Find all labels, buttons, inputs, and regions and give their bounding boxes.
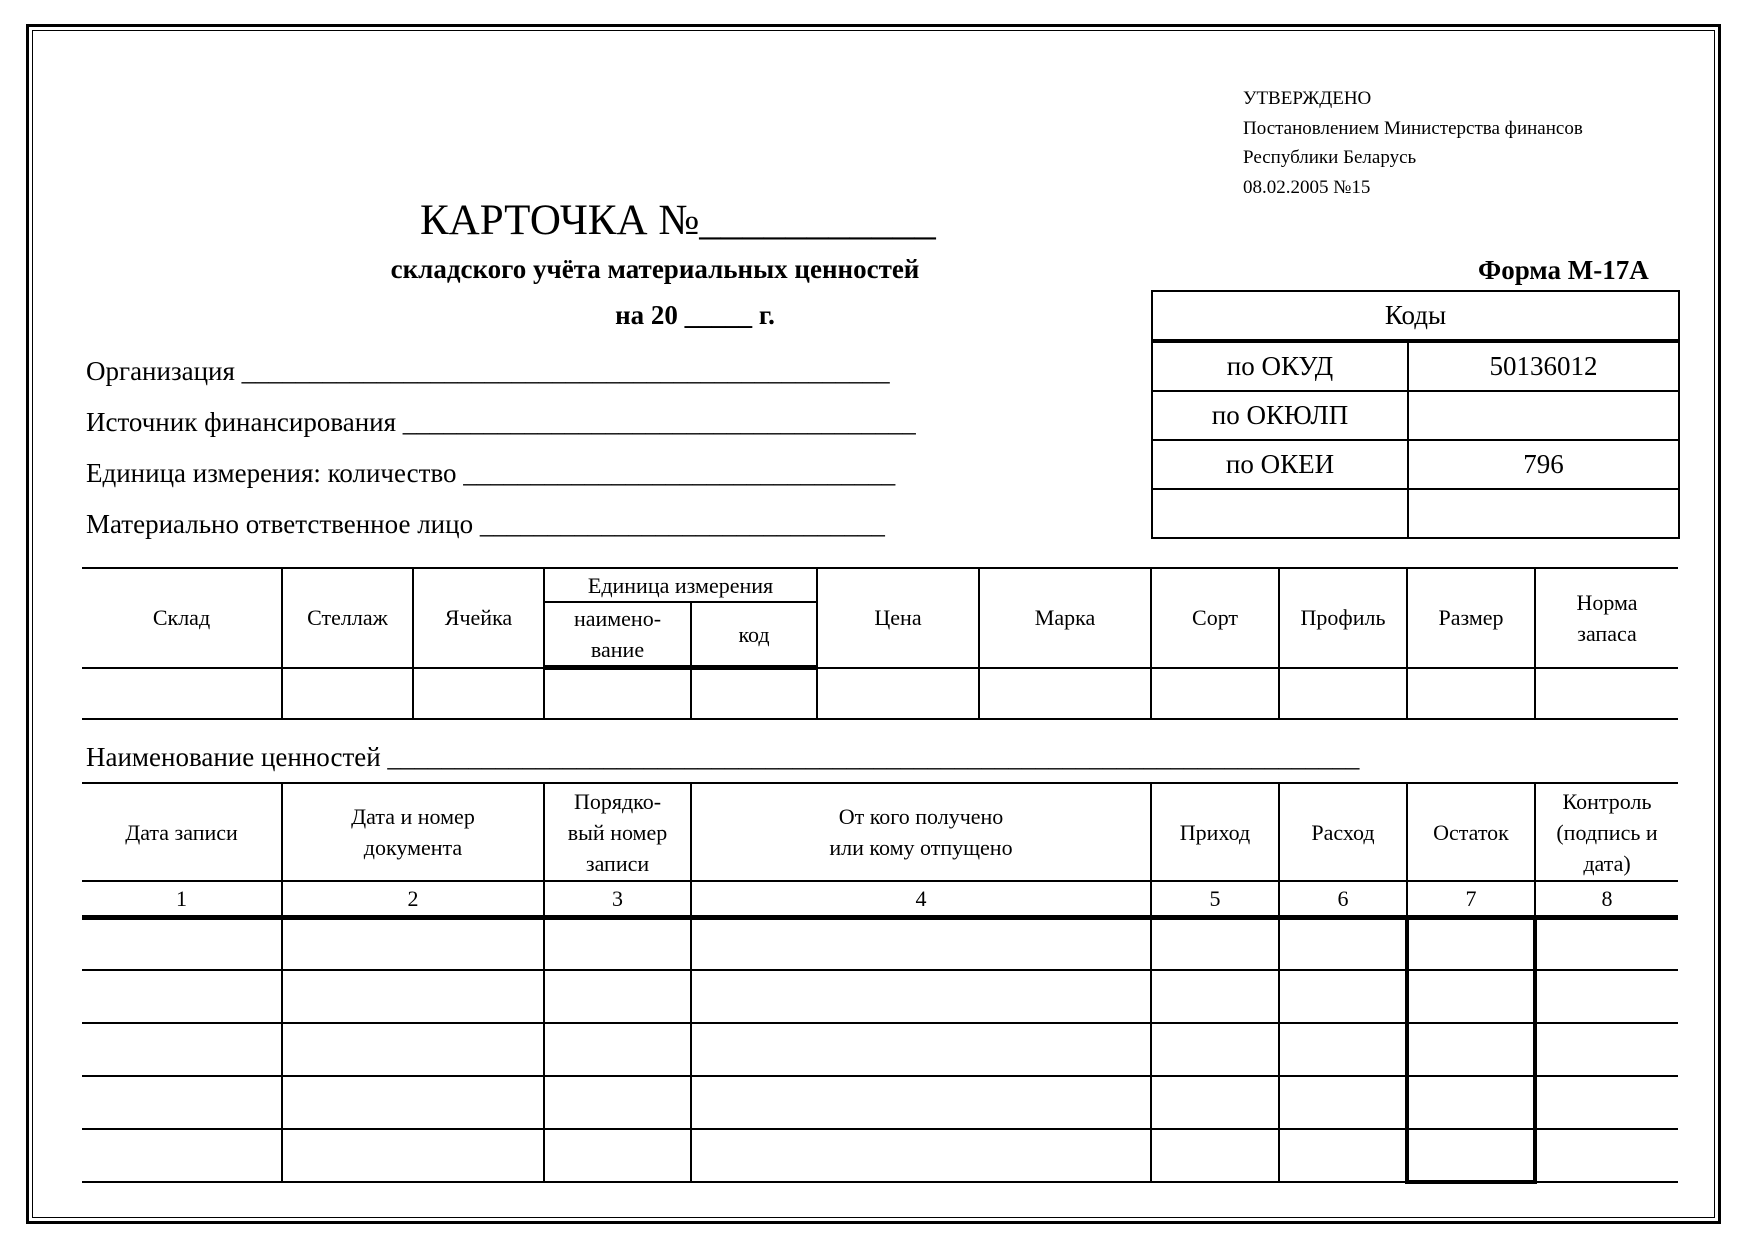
cell-expense[interactable]	[1279, 970, 1407, 1023]
cell-expense[interactable]	[1279, 917, 1407, 970]
code-value-empty[interactable]	[1408, 489, 1679, 538]
stock-norm-line-2: запаса	[1577, 620, 1637, 646]
header-stock-norm	[1535, 568, 1678, 668]
cell-counterparty[interactable]	[691, 917, 1151, 970]
cell-balance[interactable]	[1407, 970, 1535, 1023]
column-number-3: 3	[544, 881, 691, 917]
cell-counterparty[interactable]	[691, 970, 1151, 1023]
header-price: Цена	[817, 568, 979, 668]
cell-record-number[interactable]	[544, 1023, 691, 1076]
cell-document[interactable]	[282, 970, 544, 1023]
cell-size[interactable]	[1407, 668, 1535, 719]
header-size: Размер	[1407, 568, 1535, 668]
responsible-person-field[interactable]: Материально ответственное лицо ______________________________	[86, 509, 885, 539]
cell-income[interactable]	[1151, 1129, 1279, 1182]
cell-document[interactable]	[282, 1076, 544, 1129]
table-row	[82, 970, 1678, 1023]
column-number-8: 8	[1535, 881, 1678, 917]
header-profile: Профиль	[1279, 568, 1407, 668]
column-number-5: 5	[1151, 881, 1279, 917]
header-yacheyka: Ячейка	[413, 568, 544, 668]
cell-document[interactable]	[282, 917, 544, 970]
cell-control[interactable]	[1535, 970, 1678, 1023]
control-line-2: (подпись и	[1556, 819, 1658, 845]
cell-record-number[interactable]	[544, 1129, 691, 1182]
header-counterparty	[691, 783, 1151, 881]
valuables-name-field[interactable]: Наименование ценностей ________________________________________________________________________	[86, 742, 1360, 772]
unit-name-line-2: вание	[590, 637, 645, 662]
cell-record-date[interactable]	[82, 1076, 282, 1129]
card-subtitle: складского учёта материальных ценностей	[390, 254, 920, 284]
header-unit-group: Единица измерения	[544, 568, 817, 602]
cell-yacheyka[interactable]	[413, 668, 544, 719]
column-number-7: 7	[1407, 881, 1535, 917]
cell-control[interactable]	[1535, 1023, 1678, 1076]
cell-unit-name[interactable]	[544, 668, 691, 719]
code-value-okyulp[interactable]	[1408, 391, 1679, 440]
header-control	[1535, 783, 1678, 881]
header-grade: Сорт	[1151, 568, 1279, 668]
code-label-okud: по ОКУД	[1152, 341, 1408, 391]
cell-record-number[interactable]	[544, 970, 691, 1023]
cell-counterparty[interactable]	[691, 1023, 1151, 1076]
cell-income[interactable]	[1151, 1023, 1279, 1076]
funding-source-field[interactable]: Источник финансирования ______________________________________	[86, 407, 916, 437]
cell-counterparty[interactable]	[691, 1076, 1151, 1129]
header-brand: Марка	[979, 568, 1151, 668]
unit-name-line-1: наимено-	[573, 606, 662, 631]
approval-line-2: Постановлением Министерства финансов	[1243, 117, 1583, 139]
code-value-okud[interactable]: 50136012	[1408, 341, 1679, 391]
year-line: на 20 _____ г.	[615, 300, 775, 330]
cell-document[interactable]	[282, 1023, 544, 1076]
cell-document[interactable]	[282, 1129, 544, 1182]
counterparty-line-2: или кому отпущено	[829, 835, 1013, 860]
cell-stellazh[interactable]	[282, 668, 413, 719]
record-number-line-1: Порядко-	[573, 788, 662, 814]
column-number-6: 6	[1279, 881, 1407, 917]
cell-balance[interactable]	[1407, 917, 1535, 970]
header-record-number	[544, 783, 691, 881]
cell-record-date[interactable]	[82, 917, 282, 970]
stock-norm-line-1: Норма	[1576, 589, 1638, 615]
codes-table	[1151, 290, 1680, 539]
code-label-okyulp: по ОКЮЛП	[1152, 391, 1408, 440]
code-label-empty	[1152, 489, 1408, 538]
control-line-1: Контроль	[1562, 788, 1652, 814]
cell-income[interactable]	[1151, 917, 1279, 970]
record-number-line-2: вый номер	[567, 819, 668, 845]
cell-price[interactable]	[817, 668, 979, 719]
approval-line-1: УТВЕРЖДЕНО	[1243, 88, 1372, 109]
document-line-2: документа	[363, 835, 463, 860]
cell-record-date[interactable]	[82, 970, 282, 1023]
cell-control[interactable]	[1535, 1129, 1678, 1182]
header-balance: Остаток	[1407, 783, 1535, 881]
column-number-4: 4	[691, 881, 1151, 917]
header-stellazh: Стеллаж	[282, 568, 413, 668]
header-unit-code: код	[691, 602, 817, 668]
header-expense: Расход	[1279, 783, 1407, 881]
header-sklad: Склад	[82, 568, 282, 668]
column-number-2: 2	[282, 881, 544, 917]
form-name: Форма М-17А	[1478, 255, 1649, 285]
table-row	[82, 1023, 1678, 1076]
approval-line-3: Республики Беларусь	[1243, 147, 1417, 168]
cell-stock-norm[interactable]	[1535, 668, 1678, 719]
card-title: КАРТОЧКА №___________	[420, 197, 936, 244]
unit-field[interactable]: Единица измерения: количество ________________________________	[86, 458, 896, 488]
cell-record-number[interactable]	[544, 917, 691, 970]
cell-counterparty[interactable]	[691, 1129, 1151, 1182]
cell-record-number[interactable]	[544, 1076, 691, 1129]
organization-field[interactable]: Организация ________________________________________________	[86, 356, 890, 386]
cell-income[interactable]	[1151, 970, 1279, 1023]
table-row	[82, 668, 1678, 719]
cell-control[interactable]	[1535, 1076, 1678, 1129]
cell-expense[interactable]	[1279, 1129, 1407, 1182]
document-line-1: Дата и номер	[351, 804, 475, 829]
table-row	[82, 917, 1678, 970]
approval-line-4: 08.02.2005 №15	[1243, 176, 1371, 198]
cell-grade[interactable]	[1151, 668, 1279, 719]
control-line-3: дата)	[1583, 850, 1631, 876]
table-row	[82, 1129, 1678, 1182]
column-number-1: 1	[82, 881, 282, 917]
header-document	[282, 783, 544, 881]
cell-balance[interactable]	[1407, 1023, 1535, 1076]
header-income: Приход	[1151, 783, 1279, 881]
storage-table	[82, 567, 1678, 720]
cell-balance[interactable]	[1407, 1129, 1535, 1182]
cell-record-date[interactable]	[82, 1023, 282, 1076]
cell-record-date[interactable]	[82, 1129, 282, 1182]
cell-profile[interactable]	[1279, 668, 1407, 719]
code-label-okei: по ОКЕИ	[1152, 440, 1408, 489]
table-row	[82, 1076, 1678, 1129]
counterparty-line-1: От кого получено	[838, 804, 1004, 829]
header-unit-name	[544, 602, 691, 668]
cell-income[interactable]	[1151, 1076, 1279, 1129]
cell-expense[interactable]	[1279, 1076, 1407, 1129]
cell-brand[interactable]	[979, 668, 1151, 719]
cell-unit-code[interactable]	[691, 668, 817, 719]
cell-expense[interactable]	[1279, 1023, 1407, 1076]
header-record-date: Дата записи	[82, 783, 282, 881]
cell-balance[interactable]	[1407, 1076, 1535, 1129]
approval-block	[1243, 84, 1583, 202]
code-value-okei[interactable]: 796	[1408, 440, 1679, 489]
record-number-line-3: записи	[585, 850, 650, 876]
codes-header: Коды	[1152, 291, 1679, 341]
cell-sklad[interactable]	[82, 668, 282, 719]
cell-control[interactable]	[1535, 917, 1678, 970]
records-table	[82, 782, 1678, 1184]
